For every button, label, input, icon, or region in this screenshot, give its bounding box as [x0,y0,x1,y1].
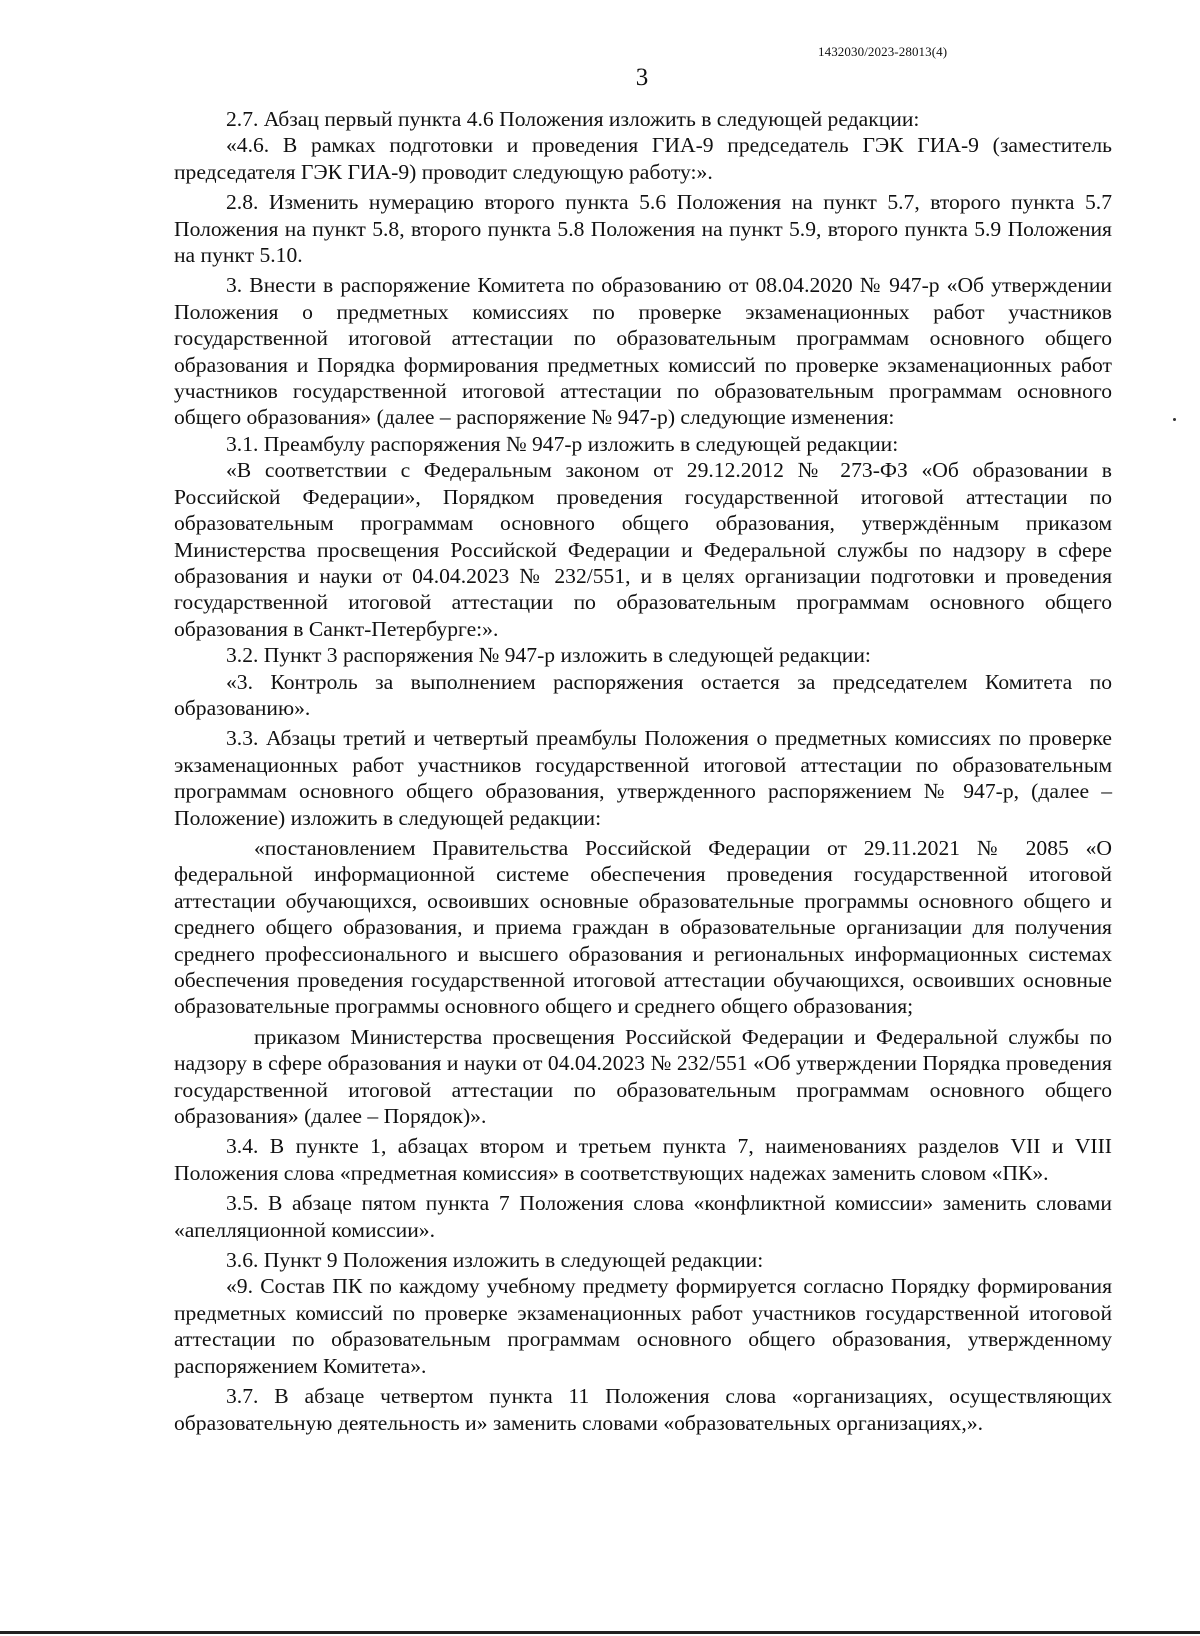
paragraph-2-8: 2.8. Изменить нумерацию второго пункта 5.6 Положения на пункт 5.7, второго пункта 5.7 Положения на пункт 5.8, второго пункта 5.8 Положения на пункт 5.9, второго пункта 5.9 Положения на пункт 5.10. [174,190,1112,268]
paragraph-3-7: 3.7. В абзаце четвертом пункта 11 Положения слова «организациях, осуществляющих образовательную деятельность и» заменить словами «образовательных организациях,». [174,1384,1112,1435]
paragraph-3-2: 3.2. Пункт 3 распоряжения № 947-р изложить в следующей редакции: [226,643,871,668]
paragraph-3-1-quote: «В соответствии с Федеральным законом от 29.12.2012 № 273-ФЗ «Об образовании в Российской Федерации», Порядком проведения государственной итоговой аттестации по образовательным программам основного общего образования, утверждённым приказом Министерства просвещения Российской Федерации и Федеральной службы по надзору в сфере образования и науки от 04.04.2023 № 232/551, и в целях организации подготовки и проведения государственной итоговой аттестации по образовательным программам основного общего образования в Санкт-Петербурге:». [174,458,1112,641]
paragraph-3-6-quote: «9. Состав ПК по каждому учебному предмету формируется согласно Порядку формирования предметных комиссий по проверке экзаменационных работ участников государственной итоговой аттестации по образовательным программам основного общего образования, утвержденному распоряжением Комитета». [174,1274,1112,1378]
paragraph-2-7-quote: «4.6. В рамках подготовки и проведения ГИА-9 председатель ГЭК ГИА-9 (заместитель председателя ГЭК ГИА-9) проводит следующую работу:». [174,133,1112,184]
paragraph-3-3-quote-1: «постановлением Правительства Российской Федерации от 29.11.2021 № 2085 «О федеральной информационной системе обеспечения проведения государственной итоговой аттестации обучающихся, освоивших основные образовательные программы основного общего и среднего общего образования, и приема граждан в образовательные организации для получения среднего профессионального и высшего образования и региональных информационных системах обеспечения проведения государственной итоговой аттестации обучающихся, освоивших основные образовательные программы основного общего и среднего общего образования; [174,835,1112,1019]
document-registration-number: 1432030/2023-28013(4) [818,44,948,59]
paragraph-2-7: 2.7. Абзац первый пункта 4.6 Положения изложить в следующей редакции: [226,107,920,131]
page-number: 3 [635,64,649,91]
scan-bottom-edge [0,1631,1200,1634]
paragraph-3-3: 3.3. Абзацы третий и четвертый преамбулы Положения о предметных комиссиях по проверке экзаменационных работ участников государственной итоговой аттестации по образовательным программам основного общего образования, утвержденного распоряжением № 947-р, (далее – Положение) изложить в следующей редакции: [174,726,1112,830]
document-body [174,106,1112,1436]
paragraph-3-2-quote: «3. Контроль за выполнением распоряжения остается за председателем Комитета по образованию». [174,669,1112,720]
paragraph-3-5: 3.5. В абзаце пятом пункта 7 Положения слова «конфликтной комиссии» заменить словами «апелляционной комиссии». [174,1191,1112,1242]
paragraph-3-4: 3.4. В пункте 1, абзацах втором и третьем пункта 7, наименованиях разделов VII и VIII Положения слова «предметная комиссия» в соответствующих надежах заменить словом «ПК». [174,1134,1112,1185]
scan-speck [1173,418,1176,421]
paragraph-3-1: 3.1. Преамбулу распоряжения № 947-р изложить в следующей редакции: [226,431,899,456]
paragraph-3: 3. Внести в распоряжение Комитета по образованию от 08.04.2020 № 947-р «Об утверждении Положения о предметных комиссиях по проверке экзаменационных работ участников государственной итоговой аттестации по образовательным программам основного общего образования и Порядка формирования предметных комиссий по проверке экзаменационных работ участников государственной итоговой аттестации по образовательным программам основного общего образования» (далее – распоряжение № 947-р) следующие изменения: [174,273,1112,430]
paragraph-3-6: 3.6. Пункт 9 Положения изложить в следующей редакции: [226,1248,764,1273]
paragraph-3-3-quote-2: приказом Министерства просвещения Российской Федерации и Федеральной службы по надзору в сфере образования и науки от 04.04.2023 № 232/551 «Об утверждении Порядка проведения государственной итоговой аттестации по образовательным программам основного общего образования» (далее – Порядок)». [174,1024,1112,1129]
